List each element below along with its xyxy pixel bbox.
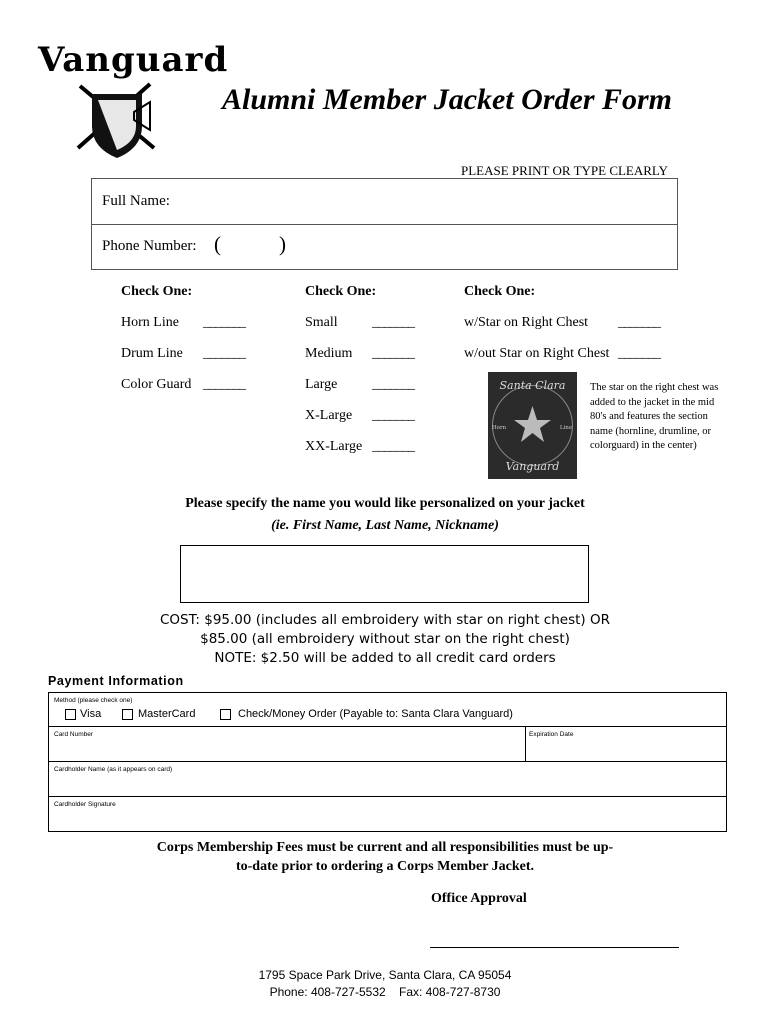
payment-divider-1 [48, 726, 727, 727]
option-horn-line: Horn Line [121, 315, 179, 330]
blank-xx-large[interactable]: _______ [372, 439, 414, 454]
option-medium: Medium [305, 346, 353, 361]
payment-information-title: Payment Information [48, 674, 184, 688]
visa-label: Visa [80, 708, 102, 720]
payment-divider-3 [48, 796, 727, 797]
blank-color-guard[interactable]: _______ [203, 377, 245, 392]
section-check-heading: Check One: [121, 284, 193, 299]
star-patch-image [488, 372, 577, 479]
patch-left-text: Horn [491, 425, 507, 431]
form-title: Alumni Member Jacket Order Form [222, 83, 673, 116]
phone-area-code-open: ( [214, 232, 221, 256]
patch-bottom-text: Vanguard [505, 460, 560, 473]
card-number-label: Card Number [54, 731, 94, 738]
membership-notice-line-1: Corps Membership Fees must be current and all responsibilities must be up- [156, 840, 614, 855]
payment-method-label: Method (please check one) [54, 697, 133, 704]
logo-wordmark: Vanguard [38, 40, 229, 80]
star-note: The star on the right chest was added to the jacket in the mid 80's and features the section name (hornline, drumline, or colorguard) in the center) [590, 382, 719, 451]
cost-note: NOTE: $2.50 will be added to all credit card orders [214, 650, 556, 666]
phone-label: Phone Number: [102, 238, 197, 254]
mastercard-checkbox[interactable] [122, 709, 133, 720]
option-x-large: X-Large [305, 408, 353, 423]
option-color-guard: Color Guard [121, 377, 192, 392]
check-money-order-label: Check/Money Order (Payable to: Santa Clara Vanguard) [238, 708, 513, 720]
office-approval-signature-line [430, 947, 679, 948]
option-small: Small [305, 315, 338, 330]
blank-without-star[interactable]: _______ [618, 346, 660, 361]
blank-horn-line[interactable]: _______ [203, 315, 245, 330]
option-xx-large: XX-Large [305, 439, 363, 454]
size-check-heading: Check One: [305, 284, 377, 299]
footer-contact: Phone: 408-727-5532 Fax: 408-727-8730 [269, 985, 501, 999]
payment-divider-2 [48, 761, 727, 762]
contact-info-divider [91, 224, 678, 225]
visa-checkbox[interactable] [65, 709, 76, 720]
option-large: Large [305, 377, 338, 392]
blank-x-large[interactable]: _______ [372, 408, 414, 423]
footer-address: 1795 Space Park Drive, Santa Clara, CA 95054 [258, 968, 512, 982]
full-name-label: Full Name: [102, 193, 170, 209]
option-with-star: w/Star on Right Chest [464, 315, 589, 330]
expiration-date-label: Expiration Date [529, 731, 574, 738]
blank-drum-line[interactable]: _______ [203, 346, 245, 361]
mastercard-label: MasterCard [138, 708, 196, 720]
blank-with-star[interactable]: _______ [618, 315, 660, 330]
phone-area-code-close: ) [279, 232, 286, 256]
star-check-heading: Check One: [464, 284, 536, 299]
personalize-instruction: Please specify the name you would like personalized on your jacket [185, 496, 585, 511]
cost-line-2: $85.00 (all embroidery without star on the right chest) [200, 631, 570, 647]
print-note: PLEASE PRINT OR TYPE CLEARLY [461, 163, 668, 178]
blank-large[interactable]: _______ [372, 377, 414, 392]
cardholder-signature-label: Cardholder Signature [54, 801, 116, 808]
blank-medium[interactable]: _______ [372, 346, 414, 361]
personalized-name-field[interactable] [180, 545, 589, 603]
personalize-example: (ie. First Name, Last Name, Nickname) [271, 518, 499, 533]
option-drum-line: Drum Line [121, 346, 183, 361]
expiration-divider [525, 726, 526, 761]
cost-line-1: COST: $95.00 (includes all embroidery with star on right chest) OR [160, 612, 610, 628]
option-without-star: w/out Star on Right Chest [464, 346, 610, 361]
membership-notice-line-2: to-date prior to ordering a Corps Member Jacket. [235, 859, 535, 874]
patch-right-text: Line [559, 425, 573, 431]
cardholder-name-label: Cardholder Name (as it appears on card) [54, 766, 173, 773]
office-approval-label: Office Approval [431, 891, 527, 906]
check-money-order-checkbox[interactable] [220, 709, 231, 720]
patch-top-text: Santa Clara [499, 379, 566, 392]
blank-small[interactable]: _______ [372, 315, 414, 330]
